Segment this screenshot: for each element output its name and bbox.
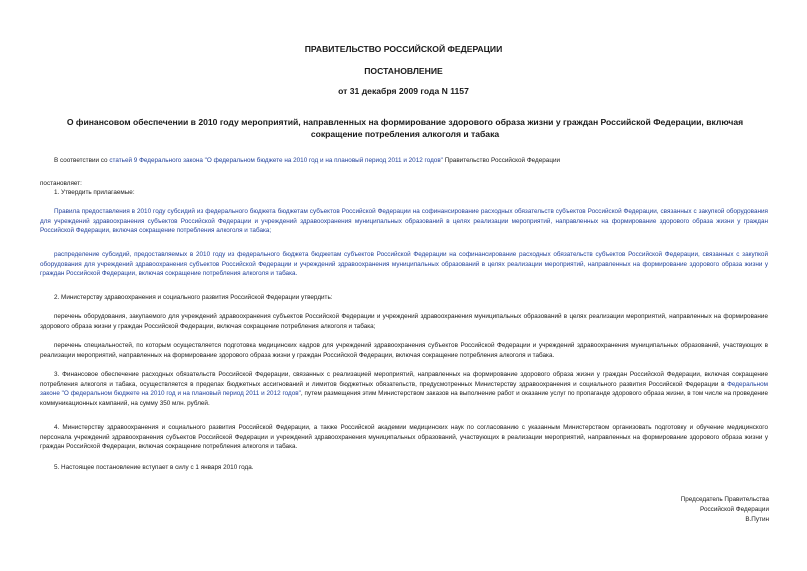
item-3 (40, 370, 768, 408)
item-4: 4. Министерству здравоохранения и социального развития Российской Федерации, а также Российской академии медицинских наук по согласованию с указанным Министерством организовать подготовку и обучение медицинского персонала учреждений здравоохранения субъектов Российской Федерации и учреждений здравоохранения муниципальных образований, участвующих в реализации мероприятий, направленных на формирование здорового образа жизни у граждан Российской Федерации, включая сокращение потребления алкоголя и табака. (40, 424, 768, 451)
item-5: 5. Настоящее постановление вступает в силу с 1 января 2010 года. (54, 464, 254, 471)
document-date-line: от 31 декабря 2009 года N 1157 (338, 86, 469, 96)
decrees-line: постановляет: (40, 180, 82, 187)
signature-country: Российской Федерации (700, 506, 769, 513)
distribution-paragraph (40, 250, 768, 279)
item-2-specialties-list: перечень специальностей, по которым осуществляется подготовка медицинских кадров для учреждений здравоохранения субъектов Российской Федерации и учреждений здравоохранения муниципальных образований, участвующих в реализации мероприятий, направленных на формирование здорового образа жизни у граждан Российской Федерации, включая сокращение потребления алкоголя и табака. (40, 342, 768, 359)
item-2: 2. Министерству здравоохранения и социального развития Российской Федерации утвердить: (54, 294, 333, 301)
budget-law-article-link[interactable]: статьей 9 Федерального закона "О федеральном бюджете на 2010 год и на плановый период 2011 и 2012 годов" (109, 157, 443, 164)
signature-name: В.Путин (745, 516, 769, 523)
item-3-text-before: 3. Финансовое обеспечение расходных обязательств Российской Федерации, связанных с реализацией мероприятий, направленных на формирование здорового образа жизни у граждан Российской Федерации, включая сокращение потребления алкоголя и табака, осуществляется в пределах бюджетных ассигнований и лимитов бюджетных обязательств, предусмотренных Министерству здравоохранения и социального развития Российской Федерации в (40, 371, 768, 388)
signature-position: Председатель Правительства (680, 496, 769, 503)
document-title: О финансовом обеспечении в 2010 году мероприятий, направленных на формирование здорового образа жизни у граждан Российской Федерации, включая сокращение потребления алкоголя и табака (66, 117, 744, 139)
rules-paragraph (40, 207, 768, 236)
federal-budget-law-link[interactable]: Федеральном законе "О федеральном бюджете на 2010 год и на плановый период 2011 и 2012 годов" (40, 380, 768, 398)
subsidy-rules-link[interactable]: Правила предоставления в 2010 году субсидий из федерального бюджета бюджетам субъектов Российской Федерации на софинансирование расходных обязательств субъектов Российской Федерации, связанных с закупкой оборудования для учреждений здравоохранения субъектов Российской Федерации и учреждений здравоохранения муниципальных образований в целях реализации мероприятий, направленных на формирование здорового образа жизни у граждан Российской Федерации, включая сокращение потребления алкоголя и табака; (40, 208, 768, 235)
item-2-equipment-list: перечень оборудования, закупаемого для учреждений здравоохранения субъектов Российской Федерации и учреждений здравоохранения муниципальных образований в целях реализации мероприятий, направленных на формирование здорового образа жизни у граждан Российской Федерации, включая сокращение потребления алкоголя и табака; (40, 313, 768, 330)
subsidy-distribution-link[interactable]: распределение субсидий, предоставляемых в 2010 году из федерального бюджета бюджетам субъектов Российской Федерации на софинансирование расходных обязательств субъектов Российской Федерации, связанных с закупкой оборудования для учреждений здравоохранения субъектов Российской Федерации и учреждений здравоохранения муниципальных образований в целях реализации мероприятий, направленных на формирование здорового образа жизни у граждан Российской Федерации, включая сокращение потребления алкоголя и табака. (40, 251, 768, 278)
preamble-text-after: Правительство Российской Федерации (442, 157, 561, 164)
document-type-heading: ПОСТАНОВЛЕНИЕ (364, 66, 443, 76)
preamble-text-before: В соответствии со (54, 157, 110, 164)
item-3-text-after: , путем размещения этим Министерством заказов на выполнение работ и оказание услуг по пропаганде здорового образа жизни, в том числе на проведение коммуникационных кампаний, на сумму 350 млн. рублей. (40, 390, 768, 407)
item-1: 1. Утвердить прилагаемые: (54, 189, 135, 196)
preamble-paragraph (40, 156, 768, 166)
government-heading: ПРАВИТЕЛЬСТВО РОССИЙСКОЙ ФЕДЕРАЦИИ (304, 44, 503, 54)
signature-block (681, 495, 769, 525)
